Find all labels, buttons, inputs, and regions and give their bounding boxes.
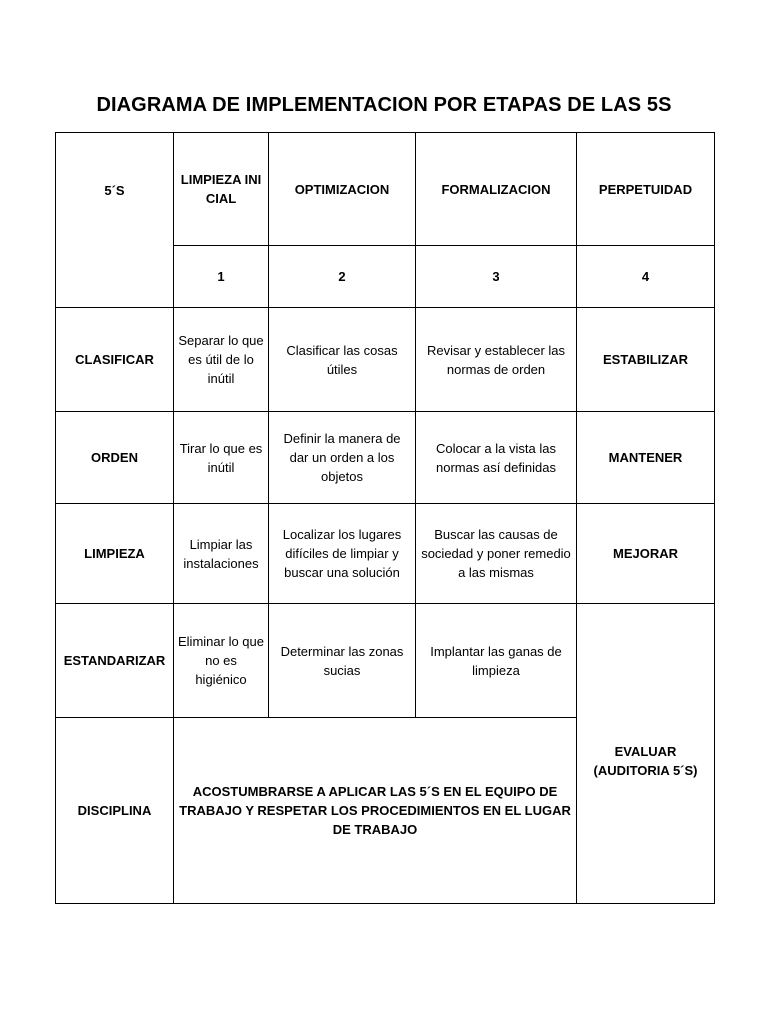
cell-estandarizar-3: Implantar las ganas de limpieza — [416, 604, 577, 718]
cell-clasificar-3: Revisar y establecer las normas de orden — [416, 308, 577, 412]
header-row — [56, 133, 715, 246]
header-stage-3: FORMALIZACION — [416, 133, 577, 246]
stage-number-4: 4 — [577, 246, 715, 308]
header-stage-4: PERPETUIDAD — [577, 133, 715, 246]
table-row — [56, 308, 715, 412]
row-label-orden: ORDEN — [56, 412, 174, 504]
page-title: DIAGRAMA DE IMPLEMENTACION POR ETAPAS DE LAS 5S — [96, 94, 672, 116]
stage-number-3: 3 — [416, 246, 577, 308]
cell-disciplina-merged: ACOSTUMBRARSE A APLICAR LAS 5´S EN EL EQUIPO DE TRABAJO Y RESPETAR LOS PROCEDIMIENTOS EN EL LUGAR DE TRABAJO — [174, 718, 577, 904]
header-stage-1: LIMPIEZA INICIAL — [174, 133, 269, 246]
cell-limpieza-1: Limpiar las instalaciones — [174, 504, 269, 604]
cell-limpieza-2: Localizar los lugares difíciles de limpiar y buscar una solución — [269, 504, 416, 604]
cell-limpieza-4: MEJORAR — [577, 504, 715, 604]
table-row — [56, 412, 715, 504]
stage-number-1: 1 — [174, 246, 269, 308]
cell-estandarizar-2: Determinar las zonas sucias — [269, 604, 416, 718]
row-label-limpieza: LIMPIEZA — [56, 504, 174, 604]
header-5s: 5´S — [56, 133, 174, 308]
cell-orden-3: Colocar a la vista las normas así definidas — [416, 412, 577, 504]
cell-estandarizar-1: Eliminar lo que no es higiénico — [174, 604, 269, 718]
implementation-table — [55, 132, 715, 904]
table-row — [56, 504, 715, 604]
cell-orden-1: Tirar lo que es inútil — [174, 412, 269, 504]
table-row — [56, 604, 715, 718]
cell-clasificar-1: Separar lo que es útil de lo inútil — [174, 308, 269, 412]
cell-orden-2: Definir la manera de dar un orden a los objetos — [269, 412, 416, 504]
stage-number-2: 2 — [269, 246, 416, 308]
cell-clasificar-4: ESTABILIZAR — [577, 308, 715, 412]
cell-clasificar-2: Clasificar las cosas útiles — [269, 308, 416, 412]
cell-limpieza-3: Buscar las causas de sociedad y poner remedio a las mismas — [416, 504, 577, 604]
cell-evaluar: EVALUAR (AUDITORIA 5´S) — [577, 604, 715, 904]
row-label-disciplina: DISCIPLINA — [56, 718, 174, 904]
header-stage-2: OPTIMIZACION — [269, 133, 416, 246]
row-label-clasificar: CLASIFICAR — [56, 308, 174, 412]
row-label-estandarizar: ESTANDARIZAR — [56, 604, 174, 718]
cell-orden-4: MANTENER — [577, 412, 715, 504]
